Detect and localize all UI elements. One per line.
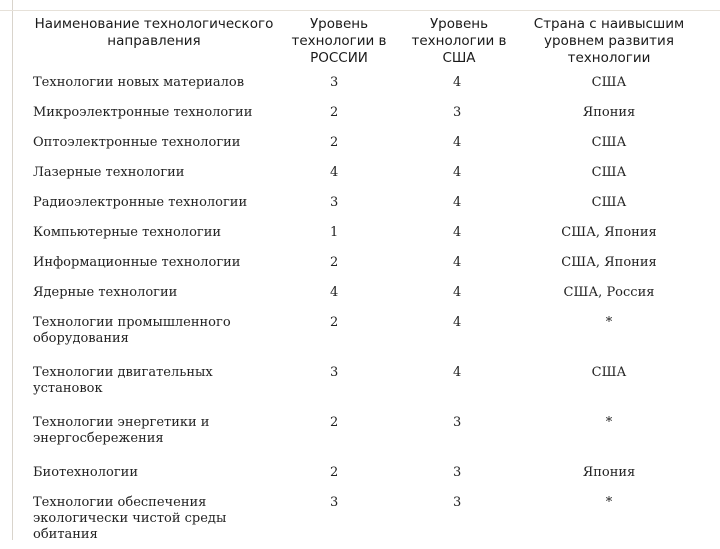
usa-level-cell: 3: [453, 465, 462, 480]
russia-level-cell: 2: [330, 105, 339, 120]
leader-country-cell: *: [605, 495, 613, 510]
table-row: [30, 411, 700, 461]
usa-level-cell: 4: [453, 365, 462, 380]
usa-level-cell: 4: [453, 255, 462, 270]
leader-country-cell: *: [605, 315, 613, 330]
russia-level-cell: 3: [330, 365, 339, 380]
russia-level-cell: 4: [330, 165, 339, 180]
table-header-row: [30, 14, 700, 71]
russia-level-cell: 3: [330, 195, 339, 210]
table-row: [30, 161, 700, 191]
direction-cell: Радиоэлектронные технологии: [33, 195, 248, 210]
leader-country-cell: США: [591, 195, 627, 210]
leader-country-cell: Япония: [582, 105, 636, 120]
russia-level-cell: 2: [330, 255, 339, 270]
table-row: [30, 131, 700, 161]
table-row: [30, 361, 700, 411]
table-row: [30, 461, 700, 491]
russia-level-cell: 2: [330, 465, 339, 480]
header-russia-level: Уровень технологии в РОССИИ: [291, 16, 387, 66]
russia-level-cell: 4: [330, 285, 339, 300]
usa-level-cell: 3: [453, 105, 462, 120]
header-direction: Наименование технологического направления: [34, 16, 274, 49]
direction-cell: Микроэлектронные технологии: [33, 105, 253, 120]
direction-cell: Лазерные технологии: [33, 165, 185, 180]
direction-cell: Технологии энергетики и энергосбережения: [33, 415, 210, 446]
usa-level-cell: 4: [453, 165, 462, 180]
technology-comparison-table: [30, 14, 700, 549]
usa-level-cell: 3: [453, 495, 462, 510]
header-leader-country: Страна с наивысшим уровнем развития технологии: [533, 16, 685, 66]
russia-level-cell: 1: [330, 225, 339, 240]
leader-country-cell: Япония: [582, 465, 636, 480]
table-row: [30, 251, 700, 281]
direction-cell: Оптоэлектронные технологии: [33, 135, 241, 150]
direction-cell: Ядерные технологии: [33, 285, 178, 300]
usa-level-cell: 4: [453, 315, 462, 330]
usa-level-cell: 4: [453, 135, 462, 150]
direction-cell: Компьютерные технологии: [33, 225, 222, 240]
table-row: [30, 191, 700, 221]
direction-cell: Информационные технологии: [33, 255, 241, 270]
russia-level-cell: 2: [330, 415, 339, 430]
leader-country-cell: США, Россия: [563, 285, 655, 300]
leader-country-cell: США: [591, 165, 627, 180]
direction-cell: Биотехнологии: [33, 465, 138, 480]
usa-level-cell: 4: [453, 225, 462, 240]
russia-level-cell: 3: [330, 75, 339, 90]
table-row: [30, 281, 700, 311]
table-row: [30, 491, 700, 549]
table-row: [30, 71, 700, 101]
leader-country-cell: *: [605, 415, 613, 430]
direction-cell: Технологии обеспечения экологически чистой среды обитания: [33, 495, 227, 542]
frame-line-top: [0, 10, 720, 11]
usa-level-cell: 4: [453, 285, 462, 300]
direction-cell: Технологии промышленного оборудования: [33, 315, 231, 346]
russia-level-cell: 3: [330, 495, 339, 510]
direction-cell: Технологии новых материалов: [33, 75, 245, 90]
russia-level-cell: 2: [330, 315, 339, 330]
table-row: [30, 221, 700, 251]
leader-country-cell: США: [591, 135, 627, 150]
table-row: [30, 311, 700, 361]
usa-level-cell: 4: [453, 75, 462, 90]
russia-level-cell: 2: [330, 135, 339, 150]
leader-country-cell: США, Япония: [561, 225, 657, 240]
frame-line-left: [12, 0, 13, 540]
leader-country-cell: США: [591, 75, 627, 90]
direction-cell: Технологии двигательных установок: [33, 365, 213, 396]
usa-level-cell: 4: [453, 195, 462, 210]
table-row: [30, 101, 700, 131]
leader-country-cell: США: [591, 365, 627, 380]
usa-level-cell: 3: [453, 415, 462, 430]
leader-country-cell: США, Япония: [561, 255, 657, 270]
header-usa-level: Уровень технологии в США: [411, 16, 507, 66]
